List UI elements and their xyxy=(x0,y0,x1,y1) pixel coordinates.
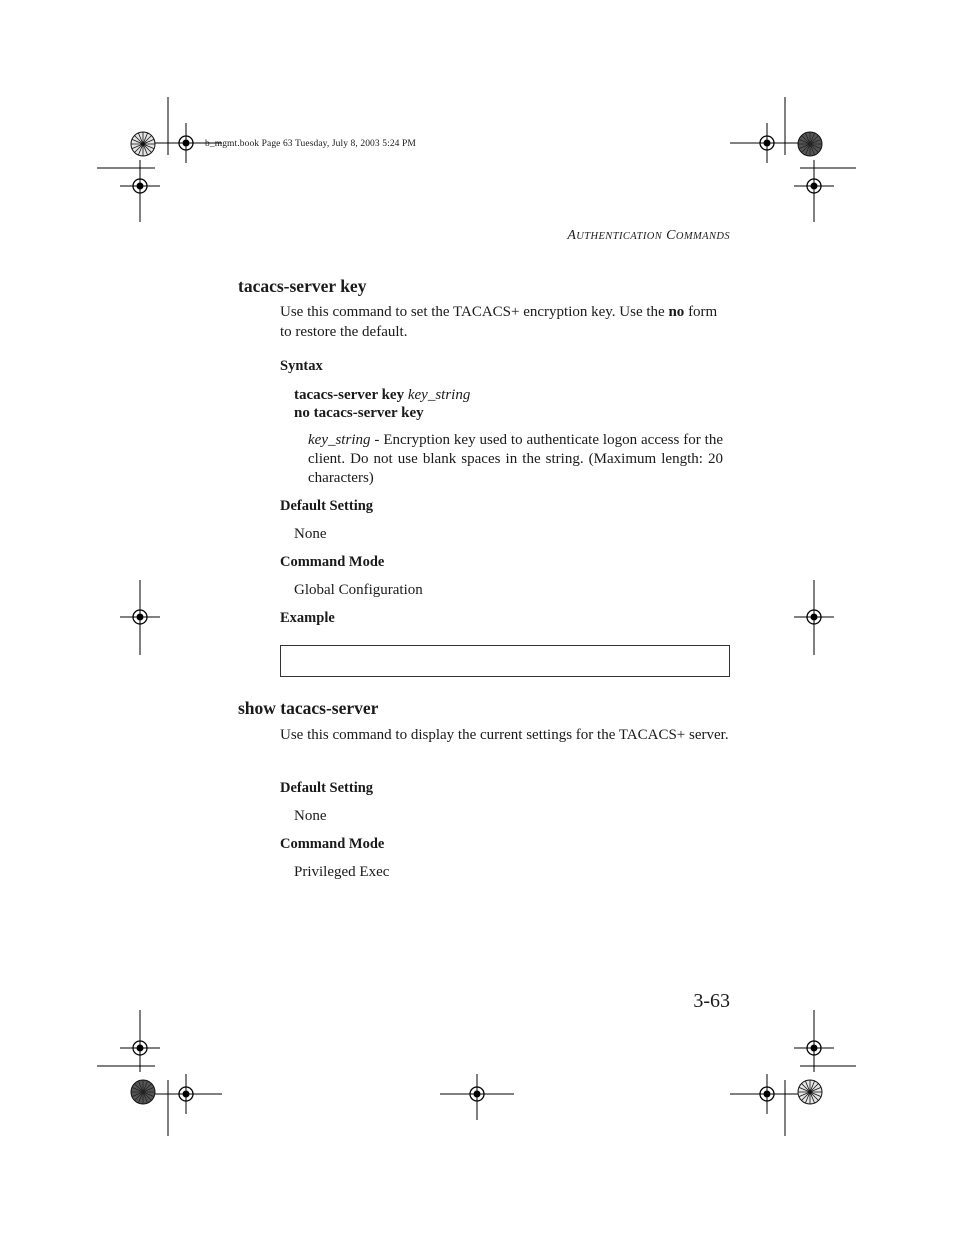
book-info-slug: b_mgmt.book Page 63 Tuesday, July 8, 2003 5:24 PM xyxy=(205,139,416,149)
page-number: 3-63 xyxy=(693,990,730,1012)
default-setting-label-2: Default Setting xyxy=(280,780,374,796)
example-code-box xyxy=(280,645,730,677)
running-head-c: C xyxy=(666,228,676,243)
syntax-label: Syntax xyxy=(280,358,323,374)
description-text: Use this command to set the TACACS+ encryption key. Use the xyxy=(280,304,669,320)
section-description xyxy=(280,302,730,342)
command-mode-value: Global Configuration xyxy=(294,582,423,598)
command-mode-label: Command Mode xyxy=(280,554,385,570)
running-head-a-rest: UTHENTICATION xyxy=(576,231,663,242)
param-name: key_string xyxy=(308,432,371,448)
section-description-2: Use this command to display the current settings for the TACACS+ server. xyxy=(280,727,729,743)
running-head-c-rest: OMMANDS xyxy=(675,231,730,242)
syntax-no-command: no tacacs-server key xyxy=(294,405,424,421)
default-setting-value: None xyxy=(294,526,327,542)
command-mode-value-2: Privileged Exec xyxy=(294,864,390,880)
syntax-line-2 xyxy=(294,404,424,422)
syntax-command: tacacs-server key xyxy=(294,387,405,403)
command-mode-label-2: Command Mode xyxy=(280,836,385,852)
syntax-param: key_string xyxy=(407,387,471,403)
section-title-show-tacacs-server: show tacacs-server xyxy=(238,698,379,718)
running-head xyxy=(567,228,730,244)
syntax-line-1 xyxy=(294,386,470,404)
description-suffix: form to restore the default. xyxy=(280,304,718,340)
section-title-tacacs-server-key: tacacs-server key xyxy=(238,276,367,296)
description-bold-no: no xyxy=(668,304,685,320)
running-head-a: A xyxy=(567,228,577,243)
example-label: Example xyxy=(280,610,335,626)
param-description xyxy=(308,431,723,488)
param-desc-text: - Encryption key used to authenticate logon access for the client. Do not use blank spaces in the string. (Maximum length: 20 characters) xyxy=(308,432,723,486)
default-setting-value-2: None xyxy=(294,808,327,824)
default-setting-label: Default Setting xyxy=(280,498,374,514)
